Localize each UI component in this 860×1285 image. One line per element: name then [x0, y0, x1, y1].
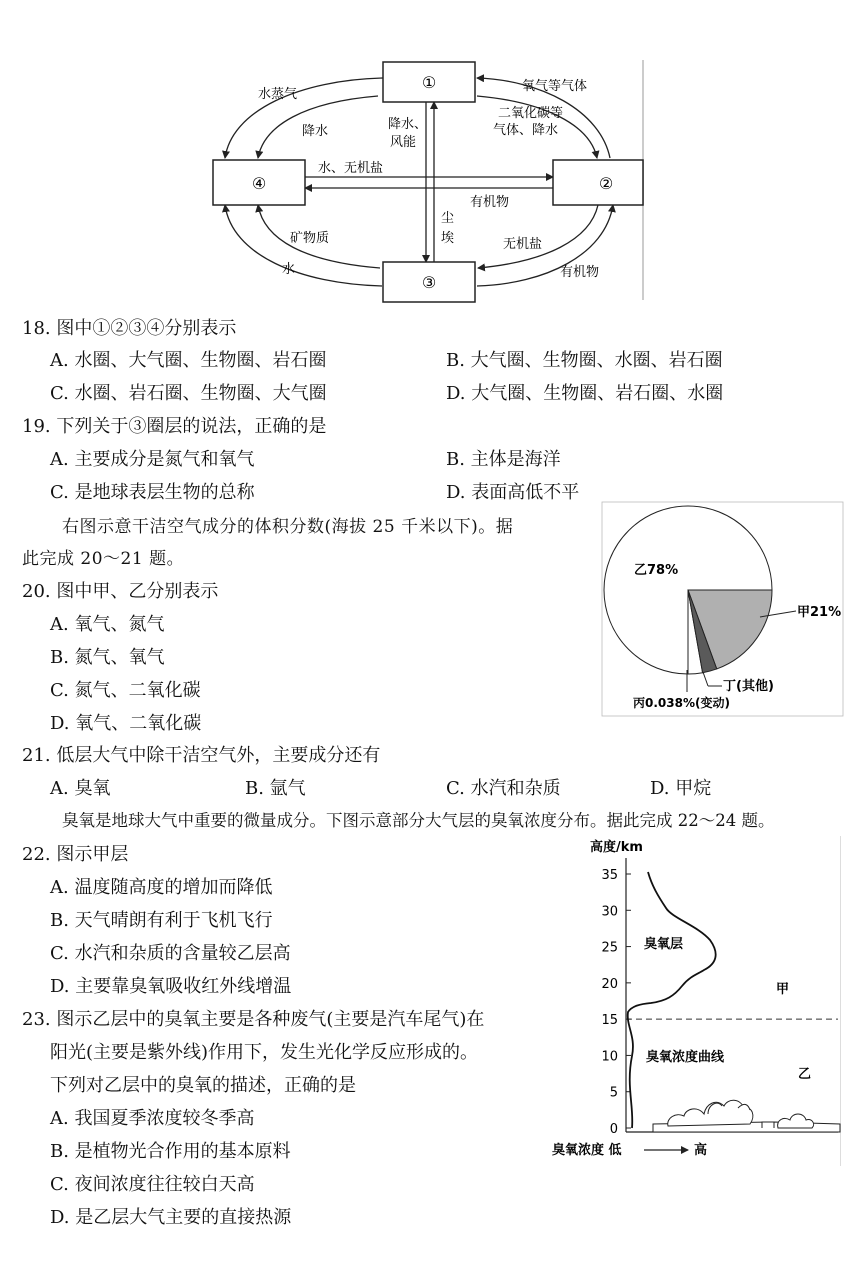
node-1: ① — [421, 73, 437, 92]
q20-stem: 20. 图中甲、乙分别表示 — [22, 581, 219, 602]
ozone-profile-chart — [548, 836, 848, 1166]
q18-stem: 18. 图中①②③④分别表示 — [22, 318, 237, 339]
label-precip-left: 降水 — [302, 124, 329, 139]
label-dust-2: 埃 — [441, 231, 455, 246]
q23-option-d[interactable]: D. 是乙层大气主要的直接热源 — [50, 1207, 292, 1228]
ozone-y-tick-label: 5 — [609, 1085, 618, 1101]
q23-option-a[interactable]: A. 我国夏季浓度较冬季高 — [50, 1108, 255, 1129]
spheres-diagram — [200, 55, 650, 305]
layer-yi-label: 乙 — [798, 1067, 812, 1082]
air-composition-pie — [600, 500, 845, 718]
label-oxygen: 氧气等气体 — [522, 79, 588, 94]
ozone-x-axis-label-low: 臭氧浓度 低 — [552, 1143, 622, 1158]
q23-option-c[interactable]: C. 夜间浓度往往较白天高 — [50, 1174, 255, 1195]
q18-option-c[interactable]: C. 水圈、岩石圈、生物圈、大气圈 — [50, 383, 327, 404]
pie-label-yi: 乙78% — [634, 563, 679, 578]
q23-stem-line2: 阳光(主要是紫外线)作用下，发生光化学反应形成的。 — [50, 1042, 479, 1063]
q21-option-d[interactable]: D. 甲烷 — [650, 778, 712, 799]
label-co2-2: 气体、降水 — [493, 123, 559, 138]
clouds-illustration — [653, 1100, 840, 1132]
q19-option-a[interactable]: A. 主要成分是氮气和氧气 — [50, 449, 255, 470]
intro-20-21-line1: 右图示意干洁空气成分的体积分数(海拔 25 千米以下)。据 — [62, 517, 514, 537]
node-2: ② — [598, 174, 614, 193]
label-organic-bottom: 有机物 — [560, 265, 600, 280]
node-4: ④ — [251, 174, 267, 193]
arrow-vapor — [225, 78, 383, 158]
label-inorganic: 无机盐 — [503, 237, 543, 252]
pie-label-ding: 丁(其他) — [723, 679, 774, 694]
q20-option-a[interactable]: A. 氧气、氮气 — [50, 614, 165, 635]
label-dust-1: 尘 — [441, 211, 455, 226]
q22-stem: 22. 图示甲层 — [22, 844, 129, 865]
q22-option-c[interactable]: C. 水汽和杂质的含量较乙层高 — [50, 943, 291, 964]
q23-stem-line3: 下列对乙层中的臭氧的描述，正确的是 — [50, 1075, 356, 1096]
intro-22-24: 臭氧是地球大气中重要的微量成分。下图示意部分大气层的臭氧浓度分布。据此完成 22～24 题。 — [62, 811, 775, 830]
label-organic-mid: 有机物 — [470, 195, 510, 210]
label-water-bottom: 水 — [282, 262, 296, 277]
q20-option-b[interactable]: B. 氮气、氧气 — [50, 647, 165, 668]
ozone-y-axis-label: 高度/km — [590, 840, 643, 855]
label-water-minerals: 水、无机盐 — [318, 161, 384, 176]
ozone-y-tick-label: 15 — [601, 1013, 618, 1029]
ozone-y-tick-label: 0 — [609, 1122, 618, 1137]
layer-jia-label: 甲 — [776, 982, 790, 997]
q18-option-d[interactable]: D. 大气圈、生物圈、岩石圈、水圈 — [446, 383, 724, 404]
q18-option-a[interactable]: A. 水圈、大气圈、生物圈、岩石圈 — [50, 350, 327, 371]
q23-stem-line1: 23. 图示乙层中的臭氧主要是各种废气(主要是汽车尾气)在 — [22, 1009, 485, 1030]
q21-option-c[interactable]: C. 水汽和杂质 — [446, 778, 561, 799]
q19-option-b[interactable]: B. 主体是海洋 — [446, 449, 561, 470]
q20-option-c[interactable]: C. 氮气、二氧化碳 — [50, 680, 201, 701]
pie-label-jia: 甲21% — [797, 605, 842, 620]
ozone-curve-label: 臭氧浓度曲线 — [646, 1050, 725, 1065]
label-water-vapor: 水蒸气 — [258, 87, 298, 102]
q19-stem: 19. 下列关于③圈层的说法，正确的是 — [22, 416, 327, 437]
q19-option-c[interactable]: C. 是地球表层生物的总称 — [50, 482, 255, 503]
q22-option-a[interactable]: A. 温度随高度的增加而降低 — [50, 877, 273, 898]
ozone-y-tick-label: 25 — [601, 940, 618, 956]
scan-edge — [840, 836, 841, 1166]
ozone-y-tick-label: 20 — [601, 976, 618, 992]
ozone-concentration-curve — [628, 872, 716, 1128]
pie-label-bing: 丙0.038%(变动) — [633, 696, 730, 710]
label-precip-center-1: 降水、 — [388, 117, 428, 132]
q19-option-d[interactable]: D. 表面高低不平 — [446, 482, 580, 503]
q21-option-a[interactable]: A. 臭氧 — [50, 778, 111, 799]
label-precip-center-2: 风能 — [390, 135, 417, 150]
label-minerals: 矿物质 — [290, 231, 330, 246]
q22-option-b[interactable]: B. 天气晴朗有利于飞机飞行 — [50, 910, 273, 931]
leader-ding-1 — [703, 672, 708, 686]
ozone-layer-label: 臭氧层 — [644, 937, 684, 952]
q21-option-b[interactable]: B. 氩气 — [245, 778, 306, 799]
label-co2-1: 二氧化碳等 — [498, 106, 564, 121]
q22-option-d[interactable]: D. 主要靠臭氧吸收红外线增温 — [50, 976, 292, 997]
ozone-y-tick-label: 10 — [601, 1049, 618, 1065]
q20-option-d[interactable]: D. 氧气、二氧化碳 — [50, 713, 202, 734]
ozone-y-tick-label: 30 — [601, 904, 618, 920]
q23-option-b[interactable]: B. 是植物光合作用的基本原料 — [50, 1141, 291, 1162]
node-3: ③ — [421, 273, 437, 292]
intro-20-21-line2: 此完成 20～21 题。 — [22, 549, 185, 569]
q21-stem: 21. 低层大气中除干洁空气外，主要成分还有 — [22, 745, 381, 766]
ozone-y-tick-label: 35 — [601, 868, 618, 883]
q18-option-b[interactable]: B. 大气圈、生物圈、水圈、岩石圈 — [446, 350, 723, 371]
ozone-x-axis-label-high: 高 — [694, 1143, 708, 1158]
